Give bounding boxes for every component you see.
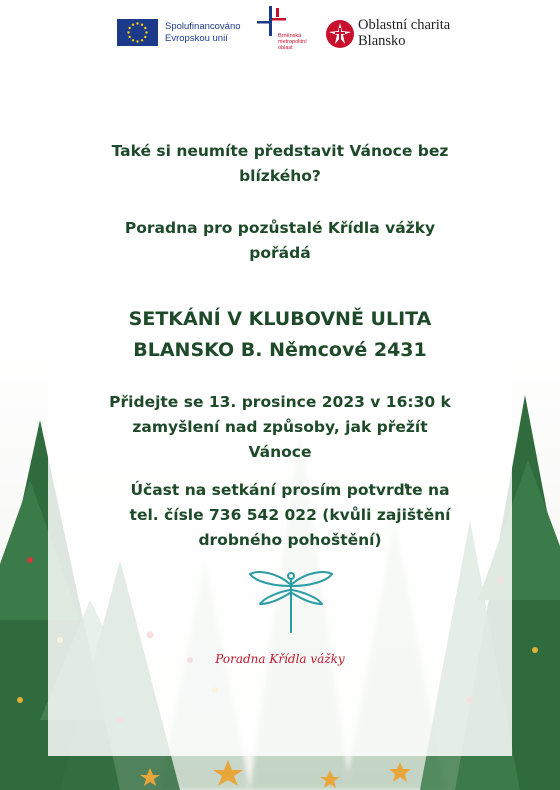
confirm-text-line2: tel. čísle 736 542 022 (kvůli zajištění <box>129 506 451 524</box>
charita-name-text: Oblastní charita <box>358 17 451 33</box>
invitation-card <box>48 76 512 756</box>
question-text-line2: blízkého? <box>239 167 321 185</box>
details-text-line1: Přidejte se 13. prosince 2023 v 16:30 k <box>109 393 451 411</box>
details-text-line2: zamyšlení nad způsoby, jak přežít <box>132 418 428 436</box>
charita-flame-cross-icon <box>325 19 355 49</box>
event-title-line2: BLANSKO B. Němcové 2431 <box>133 339 427 361</box>
eu-union-text: Evropskou unií <box>165 33 228 44</box>
counseling-signature: Poradna Křídla vážky <box>215 652 345 666</box>
logo-bar <box>0 0 560 60</box>
diocese-text-2: metropolitní <box>278 39 307 45</box>
diocese-text-1: Brněnská <box>278 33 302 39</box>
confirm-text-line1: Účast na setkání prosím potvrďte na <box>130 481 450 499</box>
event-title-line1: SETKÁNÍ V KLUBOVNĚ ULITA <box>128 308 432 330</box>
organizer-text-line1: Poradna pro pozůstalé Křídla vážky <box>124 219 436 237</box>
eu-cofunded-text: Spolufinancováno <box>165 21 241 32</box>
dragonfly-icon <box>246 566 336 636</box>
diocese-text-3: oblast <box>278 45 293 51</box>
question-text-line1: Také si neumíte představit Vánoce bez <box>111 142 449 160</box>
eu-flag-icon <box>117 19 158 46</box>
charita-city-text: Blansko <box>358 33 406 49</box>
details-text-line3: Vánoce <box>248 443 312 461</box>
confirm-text-line3: drobného pohoštění) <box>198 531 382 549</box>
organizer-text-line2: pořádá <box>249 244 311 262</box>
